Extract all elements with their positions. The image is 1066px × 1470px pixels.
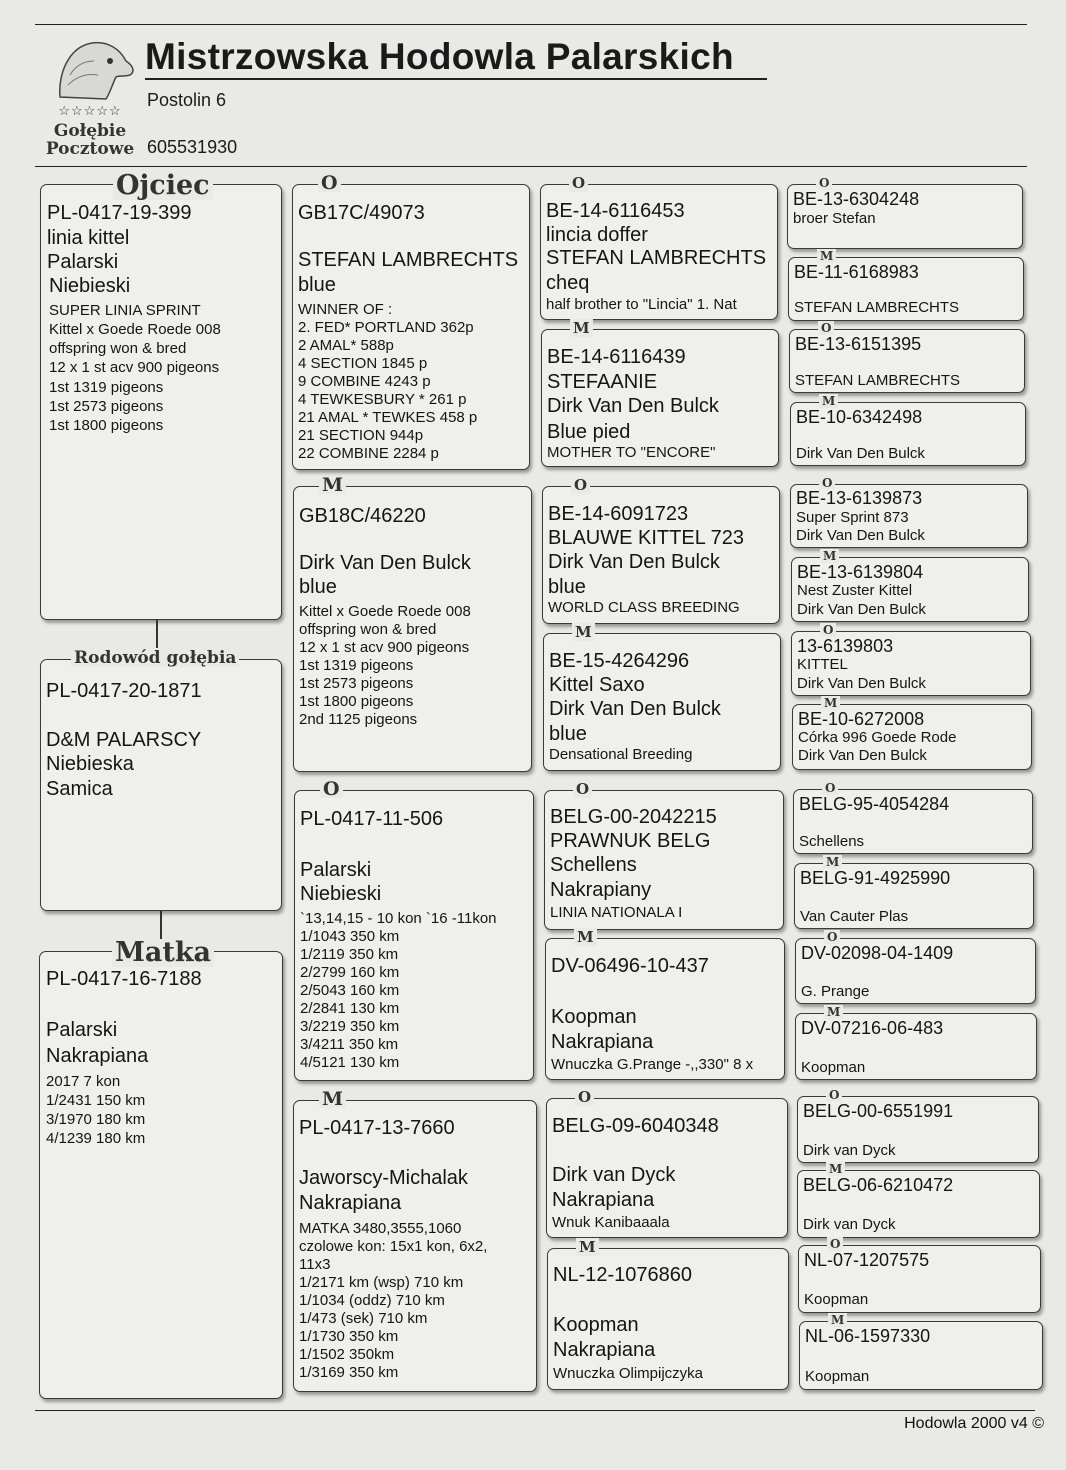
gen3-owner: Dirk Van Den Bulck <box>549 698 721 720</box>
gen2-note: 2/2799 160 km <box>300 964 400 981</box>
gen3-note: Wnuk Kanibaaala <box>552 1214 670 1231</box>
gen3-box <box>541 319 779 467</box>
mother-box <box>39 937 283 1399</box>
female-label: M <box>817 249 836 263</box>
gen4-line2: broer Stefan <box>793 210 876 227</box>
gen3-ring: BELG-09-6040348 <box>552 1115 719 1137</box>
gen4-box <box>797 1162 1040 1238</box>
male-label: O <box>822 781 838 795</box>
father-note: 1st 1319 pigeons <box>49 379 164 396</box>
father-note: 12 x 1 st acv 900 pigeons <box>49 359 220 376</box>
gen4-box <box>787 176 1023 249</box>
male-label: O <box>824 930 840 944</box>
gen2-note: 1st 2573 pigeons <box>299 675 414 692</box>
gen3-note: half brother to "Lincia" 1. Nat <box>546 296 737 313</box>
male-label: O <box>816 176 832 190</box>
female-label: M <box>570 319 593 337</box>
gen3-note: Densational Breeding <box>549 746 693 763</box>
mother-note: 1/2431 150 km <box>46 1092 146 1109</box>
gen3-ring: DV-06496-10-437 <box>551 955 709 977</box>
gen2-note: 1/1034 (oddz) 710 km <box>299 1292 445 1309</box>
gen4-box <box>788 249 1024 321</box>
gen4-box <box>789 321 1025 393</box>
logo-text-line2: Pocztowe <box>45 139 135 159</box>
gen4-line3: STEFAN LAMBRECHTS <box>795 372 961 389</box>
gen3-owner: Dirk van Dyck <box>552 1164 676 1186</box>
gen2-note: 2/2841 130 km <box>300 1000 400 1017</box>
gen4-line3: Koopman <box>804 1291 869 1308</box>
mother-note: 3/1970 180 km <box>46 1111 146 1128</box>
gen2-note: 4 SECTION 1845 p <box>298 355 428 372</box>
gen3-color: Nakrapiana <box>552 1189 655 1211</box>
gen4-box <box>795 930 1036 1004</box>
gen3-color: blue <box>549 723 587 745</box>
connector-line <box>156 620 158 648</box>
gen3-color: Nakrapiana <box>551 1031 654 1053</box>
female-label: M <box>824 1005 843 1019</box>
gen2-ring: PL-0417-13-7660 <box>299 1117 455 1139</box>
gen4-box <box>793 781 1033 854</box>
page-title: Mistrzowska Hodowla Palarskich <box>145 36 734 77</box>
gen4-line3: Dirk van Dyck <box>803 1142 896 1159</box>
gen2-note: 2. FED* PORTLAND 362p <box>298 319 474 336</box>
gen2-note: 1st 1319 pigeons <box>299 657 414 674</box>
grandsire-paternal-box <box>292 172 530 470</box>
gen2-color: Nakrapiana <box>299 1192 402 1214</box>
gen4-box <box>795 1005 1037 1080</box>
gen2-note: 21 AMAL * TEWKES 458 p <box>298 409 478 426</box>
gen4-ring: DV-02098-04-1409 <box>801 943 954 963</box>
gen3-box <box>545 928 785 1080</box>
gen4-box <box>790 476 1028 548</box>
gen3-color: Nakrapiana <box>553 1339 656 1361</box>
male-label: O <box>569 174 588 192</box>
logo-text-line1: Gołębie <box>53 121 127 141</box>
gen4-ring: BE-10-6272008 <box>798 709 925 729</box>
gen4-ring: BE-13-6139873 <box>796 488 923 508</box>
gen3-box <box>544 780 784 930</box>
subject-box <box>40 648 282 911</box>
gen4-ring: BE-10-6342498 <box>796 407 923 427</box>
gen2-owner: Palarski <box>300 859 372 881</box>
female-label: M <box>572 623 595 641</box>
gen4-line3: STEFAN LAMBRECHTS <box>794 299 960 316</box>
gen2-note: 1/1502 350km <box>299 1346 395 1363</box>
gen2-color: blue <box>298 274 336 296</box>
gen2-note: czolowe kon: 15x1 kon, 6x2, <box>299 1238 488 1255</box>
footer-credit: Hodowla 2000 v4 © <box>904 1415 1044 1432</box>
gen4-line2: Nest Zuster Kittel <box>797 582 913 599</box>
gen3-box <box>543 623 781 771</box>
father-note: SUPER LINIA SPRINT <box>49 302 201 319</box>
father-owner: Palarski <box>47 251 119 273</box>
gen2-ring: GB17C/49073 <box>298 202 425 224</box>
gen2-note: 3/2219 350 km <box>300 1018 400 1035</box>
gen2-color: Niebieski <box>300 883 382 905</box>
gen2-note: 2 AMAL* 588p <box>298 337 394 354</box>
gen4-ring: 13-6139803 <box>797 636 894 656</box>
subject-owner: D&M PALARSCY <box>46 729 202 751</box>
male-label: O <box>818 321 834 335</box>
gen2-note: 2nd 1125 pigeons <box>299 711 418 728</box>
gen4-line3: Dirk Van Den Bulck <box>797 601 926 618</box>
gen4-box <box>794 855 1034 929</box>
gen4-line3: G. Prange <box>801 983 870 1000</box>
gen3-box <box>547 1238 789 1390</box>
gen4-line3: Dirk Van Den Bulck <box>796 445 925 462</box>
female-label: M <box>823 855 842 869</box>
gen4-line3: Koopman <box>801 1059 866 1076</box>
gen2-note: 11x3 <box>299 1256 331 1273</box>
female-label: M <box>828 1313 847 1327</box>
subject-color: Niebieska <box>46 753 134 775</box>
gen2-note: 9 COMBINE 4243 p <box>298 373 431 390</box>
gen3-ring: BE-15-4264296 <box>549 650 690 672</box>
top-rule <box>35 24 1027 25</box>
gen3-owner: Schellens <box>550 854 637 876</box>
gen4-line2: KITTEL <box>797 656 848 673</box>
gen3-note: Wnuczka G.Prange -,,330" 8 x <box>551 1056 754 1073</box>
gen2-note: 4/5121 130 km <box>300 1054 400 1071</box>
gen3-note: WORLD CLASS BREEDING <box>548 599 740 616</box>
father-color: Niebieski <box>49 275 131 297</box>
header-rule <box>35 166 1027 167</box>
subject-ring: PL-0417-20-1871 <box>46 680 202 702</box>
father-note: Kittel x Goede Roede 008 <box>49 321 221 338</box>
gen4-ring: BE-13-6151395 <box>795 334 922 354</box>
male-label: O <box>826 1088 842 1102</box>
gen2-note: 22 COMBINE 2284 p <box>298 445 439 462</box>
father-note: 1st 2573 pigeons <box>49 398 164 415</box>
gen4-ring: BE-13-6304248 <box>793 189 920 209</box>
father-ring: PL-0417-19-399 <box>47 202 192 224</box>
header-address: Postolin 6 <box>147 90 227 110</box>
male-label: O <box>819 476 835 490</box>
gen2-note: 1/2171 km (wsp) 710 km <box>299 1274 464 1291</box>
female-label: M <box>826 1162 845 1176</box>
gen3-color: Blue pied <box>547 421 631 443</box>
gen3-ring: BE-14-6116453 <box>546 200 685 222</box>
granddam-paternal-box <box>293 474 532 772</box>
gen2-note: `13,14,15 - 10 kon `16 -11kon <box>300 910 497 927</box>
father-note: 1st 1800 pigeons <box>49 417 164 434</box>
gen2-ring: PL-0417-11-506 <box>300 808 444 830</box>
gen3-note: LINIA NATIONALA I <box>550 904 683 921</box>
logo <box>40 35 140 160</box>
mother-label: Matka <box>112 939 214 967</box>
gen3-ring: BE-14-6116439 <box>547 346 686 368</box>
gen3-color: Nakrapiany <box>550 879 652 901</box>
gen3-owner: Koopman <box>551 1006 637 1028</box>
gen4-box <box>791 623 1031 696</box>
gen2-note: MATKA 3480,3555,1060 <box>299 1220 462 1237</box>
male-label: O <box>320 780 343 798</box>
gen3-owner: Koopman <box>553 1314 639 1336</box>
gen3-note: MOTHER TO "ENCORE" <box>547 444 716 461</box>
title-underline <box>145 78 767 80</box>
pedigree-label: Rodowód gołębia <box>71 649 239 667</box>
gen4-ring: BELG-00-6551991 <box>803 1101 954 1121</box>
gen2-owner: Dirk Van Den Bulck <box>299 552 471 574</box>
gen2-note: 21 SECTION 944p <box>298 427 424 444</box>
gen4-line3: Dirk Van Den Bulck <box>797 675 926 692</box>
gen4-ring: NL-07-1207575 <box>804 1250 930 1270</box>
gen3-line2: Kittel Saxo <box>549 674 645 696</box>
gen3-line2: PRAWNUK BELG <box>550 830 711 852</box>
male-label: O <box>575 1088 594 1106</box>
male-label: O <box>571 476 590 494</box>
gen4-box <box>790 394 1026 466</box>
male-label: O <box>318 174 341 192</box>
mother-note: 2017 7 kon <box>46 1073 121 1090</box>
female-label: M <box>319 476 346 494</box>
gen3-owner: Dirk Van Den Bulck <box>548 551 720 573</box>
gen2-note: offspring won & bred <box>299 621 437 638</box>
gen4-ring: BELG-95-4054284 <box>799 794 950 814</box>
gen2-note: WINNER OF : <box>298 301 393 318</box>
gen4-ring: BE-11-6168983 <box>794 262 919 282</box>
gen3-color: cheq <box>546 272 590 294</box>
gen4-ring: BELG-91-4925990 <box>800 868 951 888</box>
father-box <box>40 170 282 620</box>
gen4-ring: BE-13-6139804 <box>797 562 924 582</box>
female-label: M <box>819 394 838 408</box>
female-label: M <box>574 928 597 946</box>
male-label: O <box>573 780 592 798</box>
gen4-ring: DV-07216-06-483 <box>801 1018 944 1038</box>
mother-owner: Palarski <box>46 1019 118 1041</box>
female-label: M <box>820 549 839 563</box>
gen3-box <box>540 174 778 320</box>
female-label: M <box>576 1238 599 1256</box>
gen2-color: blue <box>299 576 337 598</box>
gen3-note: Wnuczka Olimpijczyka <box>553 1365 704 1382</box>
gen2-note: 2/5043 160 km <box>300 982 400 999</box>
gen4-box <box>791 549 1029 622</box>
gen4-line3: Dirk Van Den Bulck <box>796 527 925 544</box>
gen2-note: 1/3169 350 km <box>299 1364 399 1381</box>
logo-stars: ☆☆☆☆☆ <box>58 103 122 118</box>
gen3-owner: Dirk Van Den Bulck <box>547 395 719 417</box>
gen3-owner: STEFAN LAMBRECHTS <box>546 247 767 269</box>
gen4-box <box>798 1237 1041 1313</box>
gen3-color: blue <box>548 576 586 598</box>
gen2-owner: STEFAN LAMBRECHTS <box>298 249 519 271</box>
gen4-line2: Córka 996 Goede Rode <box>798 729 957 746</box>
subject-sex: Samica <box>46 778 113 800</box>
gen3-line2: STEFAANIE <box>547 371 658 393</box>
gen3-line2: lincia doffer <box>546 224 648 246</box>
gen4-ring: NL-06-1597330 <box>805 1326 931 1346</box>
female-label: M <box>319 1090 346 1108</box>
gen3-ring: BE-14-6091723 <box>548 503 689 525</box>
gen2-note: 3/4211 350 km <box>300 1036 399 1053</box>
female-label: M <box>821 696 840 710</box>
gen2-owner: Jaworscy-Michalak <box>299 1167 468 1189</box>
gen2-note: 12 x 1 st acv 900 pigeons <box>299 639 470 656</box>
mother-note: 4/1239 180 km <box>46 1130 146 1147</box>
gen4-box <box>792 696 1032 770</box>
gen3-box <box>546 1088 788 1238</box>
gen3-box <box>542 476 780 624</box>
gen4-box <box>799 1313 1043 1390</box>
gen3-ring: BELG-00-2042215 <box>550 806 717 828</box>
header-phone: 605531930 <box>147 137 238 157</box>
gen2-note: 1/2119 350 km <box>300 946 399 963</box>
gen4-line3: Koopman <box>805 1368 870 1385</box>
gen4-line3: Dirk Van Den Bulck <box>798 747 927 764</box>
gen4-ring: BELG-06-6210472 <box>803 1175 954 1195</box>
gen4-line2: Super Sprint 873 <box>796 509 909 526</box>
gen4-line3: Schellens <box>799 833 865 850</box>
gen2-note: Kittel x Goede Roede 008 <box>299 603 471 620</box>
gen2-note: 1st 1800 pigeons <box>299 693 414 710</box>
gen3-line2: BLAUWE KITTEL 723 <box>548 527 744 549</box>
gen2-ring: GB18C/46220 <box>299 505 426 527</box>
footer-rule <box>35 1410 1035 1411</box>
father-label: Ojciec <box>113 172 213 200</box>
pigeon-head-icon <box>40 35 140 105</box>
male-label: O <box>820 623 836 637</box>
mother-color: Nakrapiana <box>46 1045 149 1067</box>
gen3-ring: NL-12-1076860 <box>553 1264 692 1286</box>
gen2-note: 1/1043 350 km <box>300 928 400 945</box>
gen2-note: 1/1730 350 km <box>299 1328 399 1345</box>
gen4-box <box>797 1088 1039 1163</box>
male-label: O <box>827 1237 843 1251</box>
gen4-line3: Dirk van Dyck <box>803 1216 896 1233</box>
father-note: offspring won & bred <box>49 340 187 357</box>
granddam-maternal-box <box>293 1088 537 1392</box>
gen4-line3: Van Cauter Plas <box>800 908 909 925</box>
grandsire-maternal-box <box>294 778 534 1081</box>
gen2-note: 1/473 (sek) 710 km <box>299 1310 428 1327</box>
mother-ring: PL-0417-16-7188 <box>46 968 202 990</box>
father-line: linia kittel <box>47 227 130 249</box>
gen2-note: 4 TEWKESBURY * 261 p <box>298 391 467 408</box>
